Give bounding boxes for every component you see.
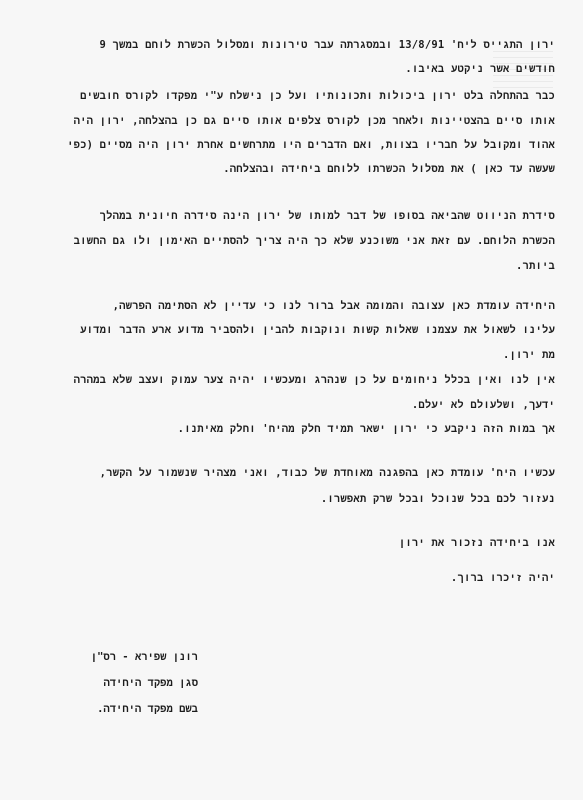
paragraph-commitment-line-2: נעזור לכם בכל שנוכל ובכל שרק תאפשרו. <box>320 493 555 505</box>
paragraph-training-line-2: אותו סיים בהצטיינות ולאחר מכן לקורס צלפים אותו סיים גם כן בהצלחה, ירון היה <box>73 115 555 127</box>
paragraph-service-line-1: ירון התגייס ליח' 13/8/91 ובמסגרתה עבר טירונות ומסלול הכשרת לוחם במשך 9 <box>99 39 555 51</box>
paragraph-blessing-line-1: יהיה זיכרו ברוך. <box>450 572 555 584</box>
signature-on-behalf: בשם מפקד היחידה. <box>97 703 198 715</box>
paragraph-navigation-line-1: סידרת הניווט שהביאה בסופו של דבר למותו של ירון הינה סידרה חיונית במהלך <box>99 210 555 222</box>
paragraph-investigation-line-1: היחידה עומדת כאן עצובה והמומה אבל ברור לנו כי עדיין לא הסתימה הפרשה, <box>112 300 555 312</box>
paragraph-training-line-1: כבר בהתחלה בלט ירון ביכולות ותכונותיו ועל כן נישלח ע"י מפקדו לקורס חובשים <box>80 90 555 102</box>
signature-role: סגן מפקד היחידה <box>103 677 198 689</box>
paragraph-navigation-line-3: ביותר. <box>515 260 555 272</box>
paragraph-condolence-line-2: ידעך, ושלעולם לא יעלם. <box>411 399 555 411</box>
paragraph-memory-line-1: אך במות הזה ניקבע כי ירון ישאר תמיד חלק מהיח' וחלק מאיתנו. <box>177 423 555 435</box>
paragraph-training-line-3: אהוד ומקובל על חבריו בצוות, ואם הדברים היו מתרחשים אחרת ירון היה מסיים (כפי <box>67 139 555 151</box>
paragraph-commitment-line-1: עכשיו היח' עומדת כאן בהפגנה מאוחדת של כבוד, ואני מצהיר שנשמור על הקשר, <box>99 467 555 479</box>
paragraph-investigation-line-2: עלינו לשאול את עצמנו שאלות קשות ונוקבות להבין ולהסביר מדוע ארע הדבר ומדוע <box>80 324 555 336</box>
paragraph-condolence-line-1: אין לנו ואין בכלל ניחומים על כן שנהרג ומעכשיו יהיה צער עמוק ועצב שלא במהרה <box>73 374 555 386</box>
paragraph-remember-line-1: אנו ביחידה נזכור את ירון <box>398 537 555 549</box>
paragraph-service-line-2: חודשים אשר ניקטע באיבו. <box>405 63 555 75</box>
paragraph-investigation-line-3: מת ירון. <box>502 349 555 361</box>
paragraph-navigation-line-2: הכשרת הלוחם. עם זאת אני משוכנע שלא כך היה צריך להסתיים האימון ולו גם החשוב <box>73 235 555 247</box>
signature-name: רונן שפירא - רס"ן <box>90 651 198 663</box>
paragraph-training-line-4: שעשה עד כאן ) את מסלול הכשרתו ללוחם ביחידה ובהצלחה. <box>223 163 555 175</box>
